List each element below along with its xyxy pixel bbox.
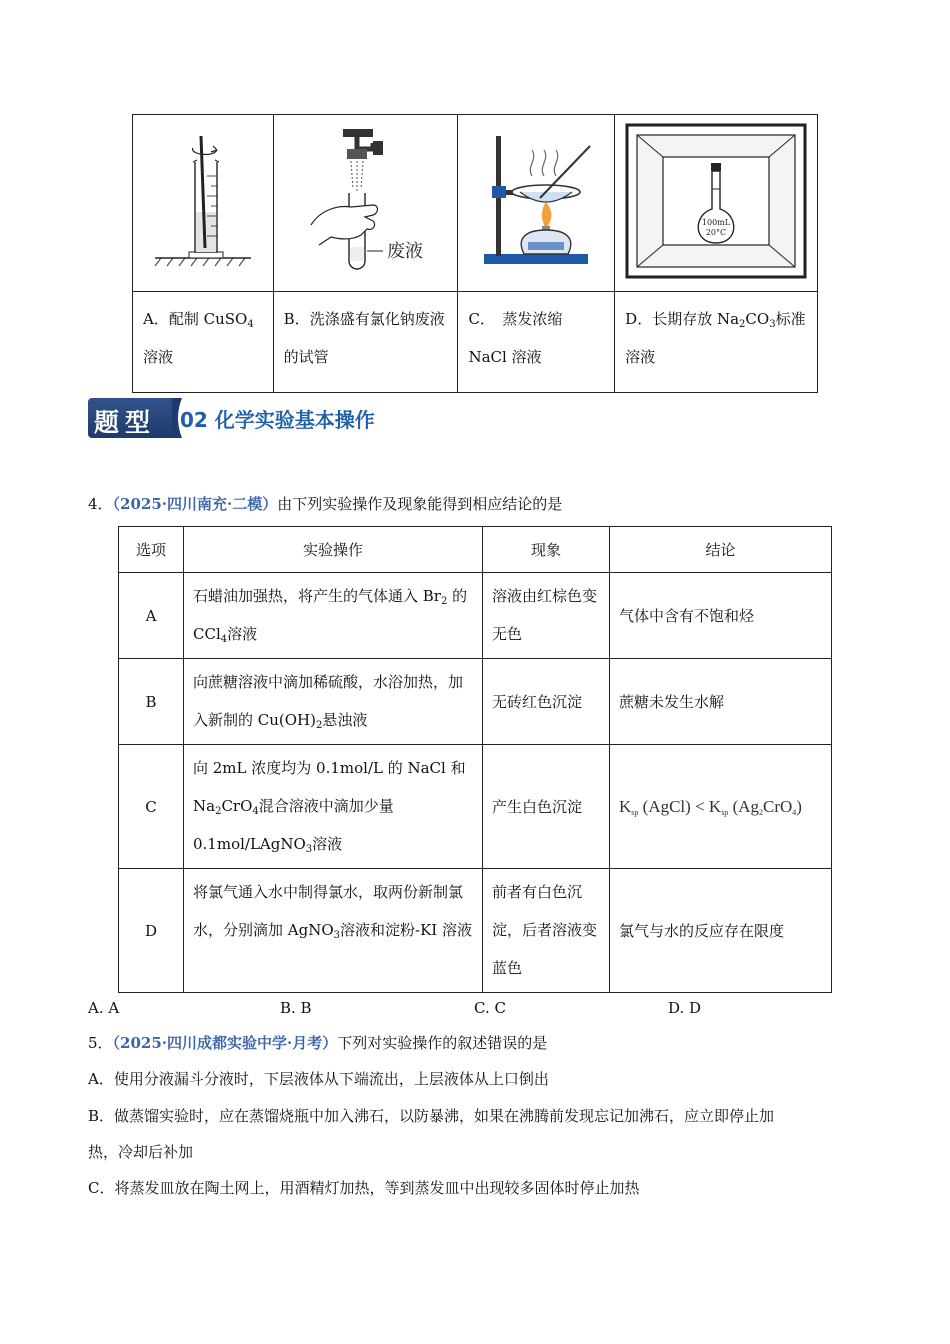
caption-c: C． 蒸发浓缩 NaCl 溶液: [458, 292, 615, 393]
evaporation-setup-image: [466, 126, 606, 276]
flask-volume-label: 100mL: [701, 218, 731, 227]
caption-a: A．配制 CuSO$_4$溶液: [133, 292, 274, 393]
header-conclusion: 结论: [610, 527, 832, 573]
q4-source: （2025·四川南充·二模）: [112, 495, 278, 513]
caption-d: D．长期存放 $Na_2CO_3$标准溶液: [615, 292, 818, 393]
apparatus-table: [132, 114, 818, 393]
volumetric-flask-cabinet-image: [621, 119, 811, 283]
q5-source: （2025·四川成都实验中学·月考）: [112, 1034, 338, 1052]
table-row: B 向蔗糖溶液中滴加稀硫酸，水浴加热，加入新制的 $Cu(OH)_2$悬浊液 无砖红色沉淀 蔗糖未发生水解: [119, 659, 832, 745]
q5-choice-c[interactable]: C．将蒸发皿放在陶土网上，用酒精灯加热，等到蒸发皿中出现较多固体时停止加热: [88, 1179, 640, 1197]
table-row: A 石蜡油加强热，将产生的气体通入 $Br_2$ 的 CCl$_4$溶液 溶液由红棕色变无色 气体中含有不饱和烃: [119, 573, 832, 659]
q5-choice-b[interactable]: B．做蒸馏实验时，应在蒸馏烧瓶中加入沸石，以防暴沸，如果在沸腾前发现忘记加沸石，应立即停止加: [88, 1107, 775, 1125]
section-banner: [88, 398, 788, 438]
section-badge: 题型: [88, 398, 174, 438]
table-row: C 向 2mL 浓度均为 0.1mol/L 的 NaCl 和 $Na_2CrO_4$混合溶液中滴加少量 0.1mol/LAgNO$_3$溶液 产生白色沉淀 $K_{sp}$ (AgCl) < $K_{sp}$ $(Ag_2CrO_4)$: [119, 745, 832, 869]
q5-stem: 5．（2025·四川成都实验中学·月考）下列对实验操作的叙述错误的是: [88, 1034, 548, 1052]
q4-option-b[interactable]: B. B: [280, 999, 312, 1017]
header-option: 选项: [119, 527, 184, 573]
section-title: 02 化学实验基本操作: [180, 408, 375, 432]
q4-option-c[interactable]: C. C: [474, 999, 506, 1017]
q4-table: [118, 526, 832, 993]
header-operation: 实验操作: [184, 527, 483, 573]
q5-choice-b-cont: 热，冷却后补加: [88, 1143, 194, 1161]
q5-choice-a[interactable]: A．使用分液漏斗分液时，下层液体从下端流出，上层液体从上口倒出: [88, 1070, 549, 1088]
q4-stem: 4．（2025·四川南充·二模）由下列实验操作及现象能得到相应结论的是: [88, 495, 563, 513]
q4-options: [88, 998, 788, 1018]
ksp-expression: $K_{sp}$ (AgCl) < $K_{sp}$ $(Ag_2CrO_4)$: [610, 745, 832, 869]
caption-b: B．洗涤盛有氯化钠废液的试管: [273, 292, 458, 393]
cell-image-a: [133, 115, 274, 292]
cell-image-b: [273, 115, 458, 292]
table-row: D 将氯气通入水中制得氯水，取两份新制氯水，分别滴加 AgNO$_3$溶液和淀粉-KI 溶液 前者有白色沉淀，后者溶液变蓝色 氯气与水的反应存在限度: [119, 869, 832, 993]
graduated-cylinder-stirring-image: [143, 126, 263, 276]
cell-image-d: [615, 115, 818, 292]
q4-option-d[interactable]: D. D: [668, 999, 702, 1017]
flask-temp-label: 20°C: [705, 228, 727, 237]
waste-liquid-label: 废液: [386, 241, 423, 262]
q4-option-a[interactable]: A. A: [88, 999, 120, 1017]
cell-image-c: [458, 115, 615, 292]
faucet-test-tube-image: [281, 121, 451, 281]
header-phenomenon: 现象: [483, 527, 610, 573]
